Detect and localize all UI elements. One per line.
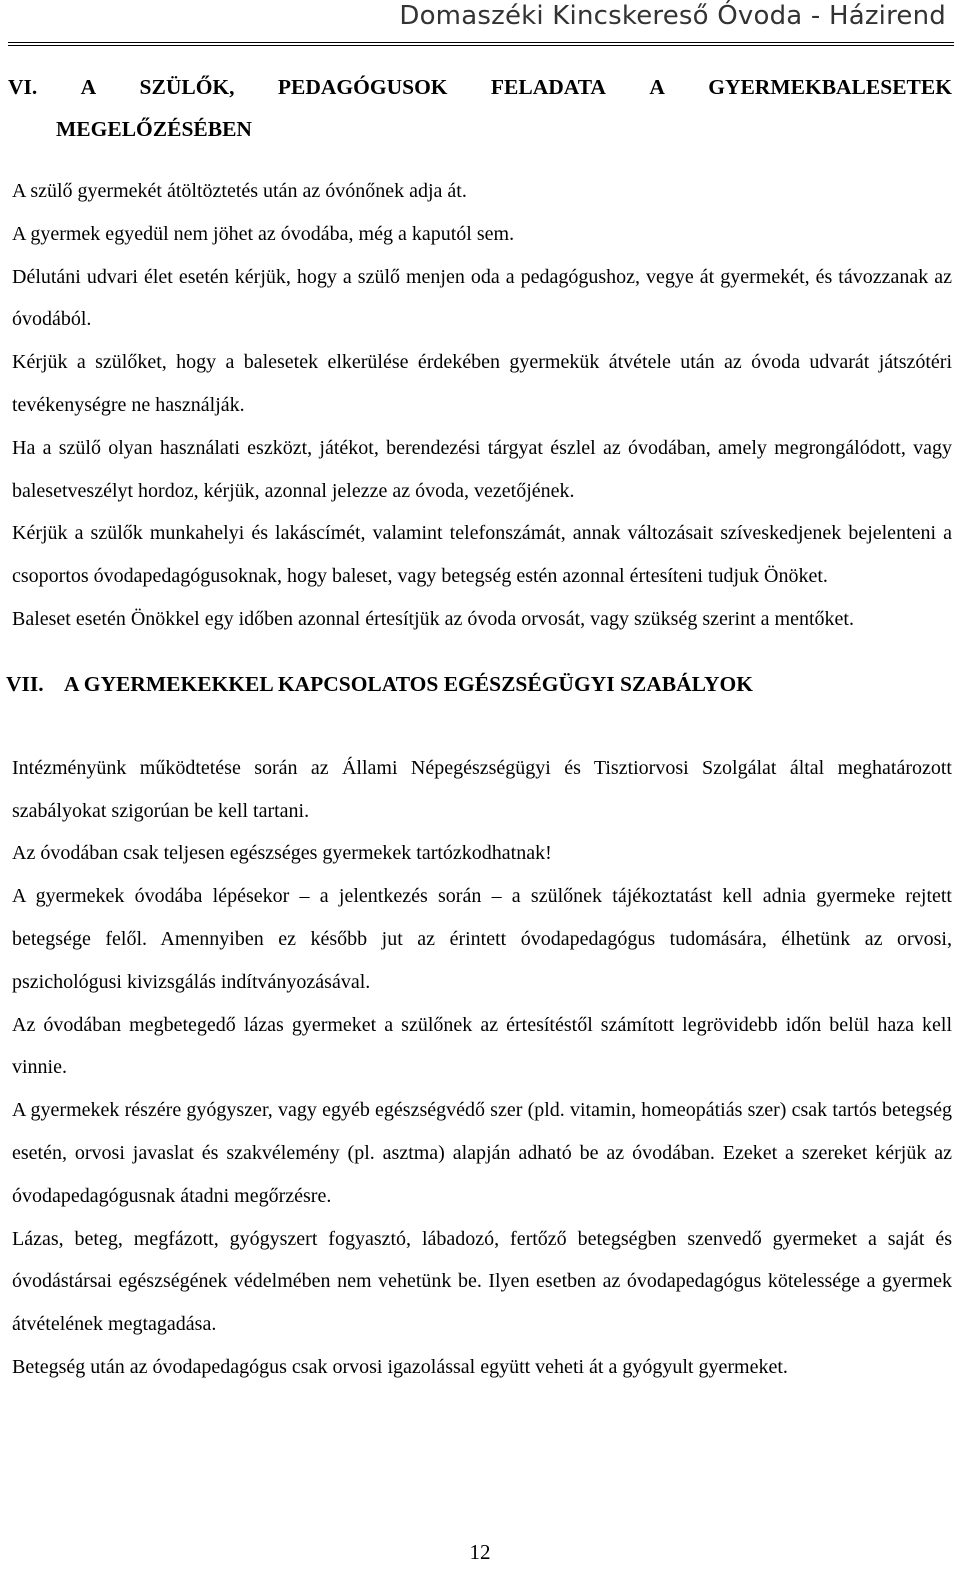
page-number: 12	[469, 1540, 491, 1564]
section-6-heading-line2: MEGELŐZÉSÉBEN	[56, 117, 252, 141]
paragraph: Betegség után az óvodapedagógus csak orvosi igazolással együtt veheti át a gyógyult gyermeket.	[12, 1355, 788, 1378]
heading-word: A	[80, 75, 97, 99]
document-title: Domaszéki Kincskereső Óvoda - Házirend	[399, 1, 946, 31]
paragraph: Kérjük a szülők munkahelyi és lakáscímét, valamint telefonszámát, annak változásait szíveskedjenek bejelenteni a csoportos óvodapedagógusoknak, hogy baleset, vagy betegség estén azonnal értesíteni tudjuk Önöket.	[12, 522, 952, 588]
heading-word: A	[649, 75, 665, 99]
paragraph: Baleset esetén Önökkel egy időben azonnal értesítjük az óvoda orvosát, vagy szükség szerint a mentőket.	[12, 607, 854, 630]
heading-word: GYERMEKBALESETEK	[708, 75, 952, 99]
heading-word: SZÜLŐK,	[139, 75, 235, 99]
section-6-heading	[8, 66, 952, 108]
paragraph: A gyermekek részére gyógyszer, vagy egyéb egészségvédő szer (pld. vitamin, homeopátiás szer) csak tartós betegség esetén, orvosi javaslat és szakvélemény (pl. asztma) alapján adható be az óvodában. Ezeket a szereket kérjük az óvodapedagógusnak átadni megőrzésre.	[12, 1099, 952, 1207]
header-rule	[8, 42, 954, 46]
paragraph: A gyermek egyedül nem jöhet az óvodába, még a kaputól sem.	[12, 222, 515, 245]
heading-word: FELADATA	[490, 75, 606, 99]
paragraph: A gyermekek óvodába lépésekor – a jelentkezés során – a szülőnek tájékoztatást kell adnia gyermeke rejtett betegsége felől. Amennyiben ez később jut az érintett óvodapedagógus tudomására, élhetünk az orvosi, pszichológusi kivizsgálás indítványozásával.	[12, 885, 952, 993]
section-7-number: VII.	[6, 671, 44, 696]
paragraph: Az óvodában csak teljesen egészséges gyermekek tartózkodhatnak!	[12, 842, 552, 865]
paragraph: Kérjük a szülőket, hogy a balesetek elkerülése érdekében gyermekük átvétele után az óvoda udvarát játszótéri tevékenységre ne használják.	[12, 351, 952, 416]
section-7-title: A GYERMEKEKKEL KAPCSOLATOS EGÉSZSÉGÜGYI SZABÁLYOK	[64, 671, 753, 696]
section-7-heading	[6, 663, 952, 705]
heading-word: PEDAGÓGUSOK	[277, 75, 448, 99]
paragraph: Ha a szülő olyan használati eszközt, játékot, berendezési tárgyat észlel az óvodában, amely megrongálódott, vagy balesetveszélyt hordoz, kérjük, azonnal jelezze az óvoda, vezetőjének.	[12, 436, 952, 502]
paragraph: Lázas, beteg, megfázott, gyógyszert fogyasztó, lábadozó, fertőző betegségben szenvedő gyermeket a saját és óvodástársai egészségének védelmében nem vehetünk be. Ilyen esetben az óvodapedagógus kötelessége a gyermek átvételének megtagadása.	[12, 1227, 952, 1336]
page-content	[6, 66, 952, 1389]
running-header	[0, 0, 960, 34]
paragraph: A szülő gyermekét átöltöztetés után az óvónőnek adja át.	[12, 180, 467, 202]
paragraph: Intézményünk működtetése során az Állami Népegészségügyi és Tisztiorvosi Szolgálat által meghatározott szabályokat szigorúan be kell tartani.	[12, 756, 952, 822]
paragraph: Délutáni udvari élet esetén kérjük, hogy a szülő menjen oda a pedagógushoz, vegye át gyermekét, és távozzanak az óvodából.	[12, 265, 952, 331]
paragraph: Az óvodában megbetegedő lázas gyermeket a szülőnek az értesítéstől számított legrövidebb időn belül haza kell vinnie.	[12, 1013, 952, 1079]
heading-word: VI.	[8, 75, 38, 99]
